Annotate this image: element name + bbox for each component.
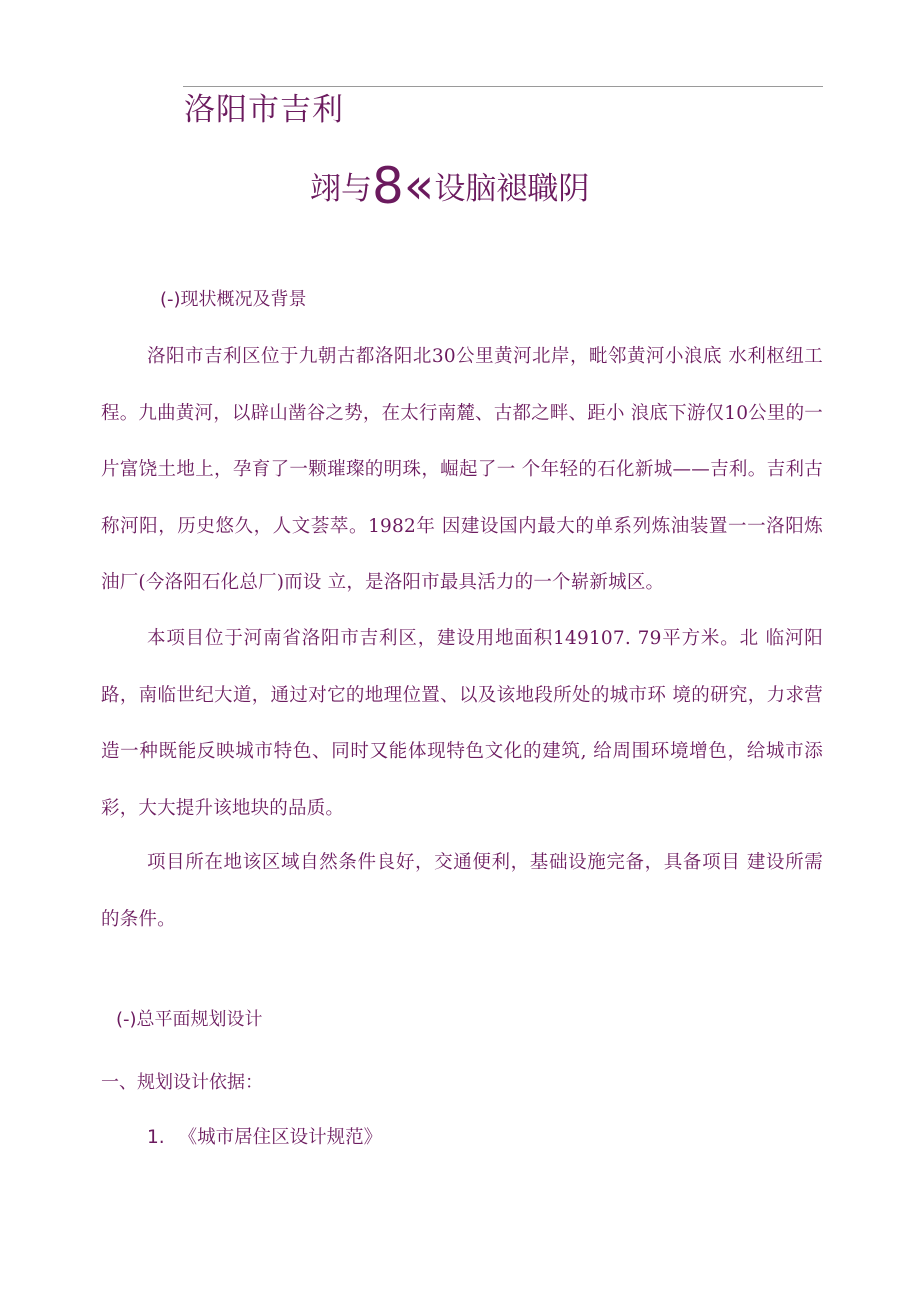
title-line-2-part-a: 翊与 — [310, 171, 372, 207]
subheading-planning-basis: 一、规划设计依据： — [101, 1072, 263, 1093]
document-title-line-2 — [310, 156, 589, 219]
paragraph-site-conditions: 项目所在地该区域自然条件良好，交通便利，基础设施完备，具备项目 建设所需的条件。 — [101, 852, 823, 930]
title-line-2-part-b: 8« — [372, 157, 435, 215]
document-title-line-1: 洛阳市吉利 — [184, 92, 344, 128]
title-line-2-part-c: 设脑褪職阴 — [434, 171, 590, 207]
paragraph-project-location: 本项目位于河南省洛阳市吉利区，建设用地面积149107. 79平方米。北 临河阳路，南临世纪大道，通过对它的地理位置、以及该地段所处的城市环 境的研究，力求营造一种既能反映城市特色、同时又能体现特色文化的建筑, 给周围环境增色，给城市添彩，大大提升该地块的品质。 — [101, 628, 823, 819]
section-heading-background: (-)现状概况及背景 — [160, 289, 307, 310]
section-heading-master-plan: (-)总平面规划设计 — [116, 1009, 263, 1030]
list-item — [147, 1124, 382, 1152]
list-item-text: 《城市居住区设计规范》 — [178, 1127, 383, 1148]
header-rule — [183, 86, 823, 87]
list-item-number: 1. — [147, 1127, 165, 1148]
paragraph-background: 洛阳市吉利区位于九朝古都洛阳北30公里黄河北岸，毗邻黄河小浪底 水利枢纽工程。九曲黄河，以辟山凿谷之势，在太行南麓、古都之畔、距小 浪底下游仅10公里的一片富饶土地上，孕育了一颗璀璨的明珠，崛起了一 个年轻的石化新城——吉利。吉利古称河阳，历史悠久，人文荟萃。1982年 因建设国内最大的单系列炼油装置一一洛阳炼油厂(今洛阳石化总厂)而设 立，是洛阳市最具活力的一个崭新城区。 — [101, 346, 823, 593]
